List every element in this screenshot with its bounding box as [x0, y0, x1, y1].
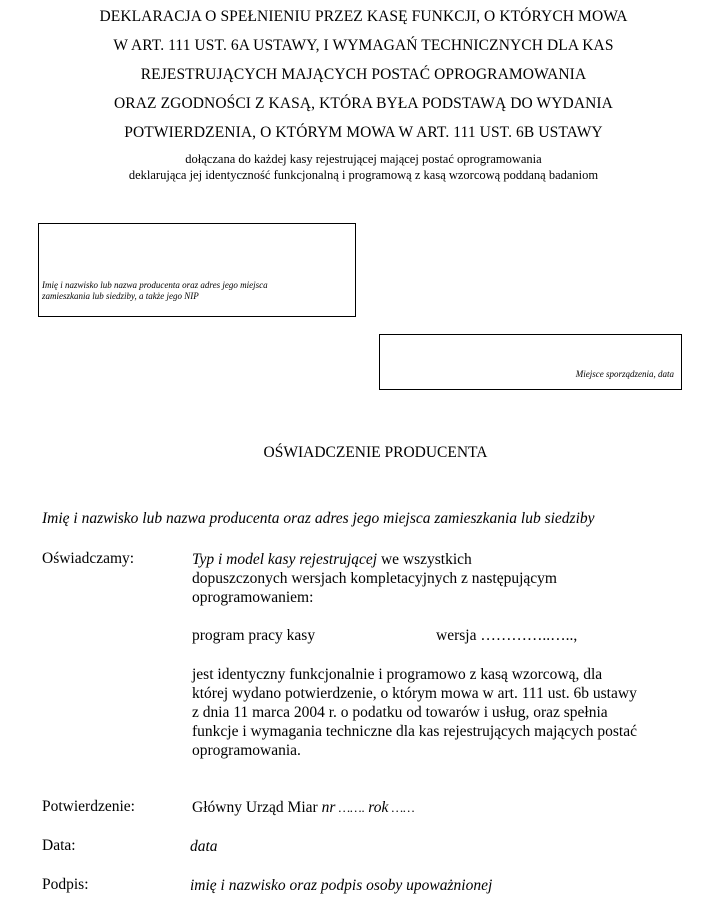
- rok-dots: ……: [388, 800, 415, 815]
- declare-body-line-2: której wydano potwierdzenie, o którym mowa w art. 111 ust. 6b ustawy: [192, 685, 637, 702]
- title-line-2: W ART. 111 UST. 6A USTAWY, I WYMAGAŃ TECHNICZNYCH DLA KAS: [113, 37, 614, 54]
- producer-box-caption: [42, 280, 268, 302]
- producer-box-caption-line-1: Imię i nazwisko lub nazwa producenta oraz adres jego miejsca: [42, 280, 268, 290]
- declare-body-line-3: z dnia 11 marca 2004 r. o podatku od towarów i usług, oraz spełnia: [192, 704, 608, 721]
- signature-label: Podpis:: [42, 876, 89, 893]
- type-model: Typ i model kasy rejestrującej: [192, 551, 378, 568]
- declare-body-line-5: oprogramowania.: [192, 742, 301, 759]
- rok-label: rok: [368, 799, 389, 816]
- office-name: Główny Urząd Miar: [192, 799, 322, 816]
- declare-line-1-rest: we wszystkich: [377, 551, 472, 568]
- version-text: wersja …………..…..,: [436, 627, 578, 644]
- nr-dots: …….: [335, 800, 369, 815]
- declare-line-2: dopuszczonych wersjach kompletacyjnych z następującym: [192, 570, 557, 587]
- declare-label: Oświadczamy:: [42, 550, 135, 567]
- producer-box: [38, 223, 356, 317]
- signature-value: imię i nazwisko oraz podpis osoby upoważnionej: [190, 877, 493, 894]
- title-line-3: REJESTRUJĄCYCH MAJĄCYCH POSTAĆ OPROGRAMOWANIA: [140, 66, 587, 83]
- place-date-box: [379, 334, 682, 390]
- title-line-5: POTWIERDZENIA, O KTÓRYM MOWA W ART. 111 UST. 6B USTAWY: [124, 124, 603, 141]
- declare-line-1: [192, 550, 472, 569]
- subtitle-line-1: dołączana do każdej kasy rejestrującej mającej postać oprogramowania: [185, 152, 542, 166]
- declare-body-line-1: jest identyczny funkcjonalnie i programowo z kasą wzorcową, dla: [192, 666, 603, 683]
- date-value: data: [190, 838, 218, 855]
- statement-heading: OŚWIADCZENIE PRODUCENTA: [263, 444, 488, 461]
- confirmation-value: [192, 798, 415, 817]
- producer-box-caption-line-2: zamieszkania lub siedziby, a także jego NIP: [42, 291, 199, 301]
- title-line-1: DEKLARACJA O SPEŁNIENIU PRZEZ KASĘ FUNKCJI, O KTÓRYCH MOWA: [99, 8, 628, 25]
- date-label: Data:: [42, 837, 76, 854]
- subtitle-line-2: deklarująca jej identyczność funkcjonalną i programową z kasą wzorcową poddaną badaniom: [128, 168, 599, 182]
- declare-body-line-4: funkcje i wymagania techniczne dla kas rejestrujących mających postać: [192, 723, 637, 740]
- declare-line-3: oprogramowaniem:: [192, 589, 314, 606]
- program-label: program pracy kasy: [192, 627, 316, 644]
- title-line-4: ORAZ ZGODNOŚCI Z KASĄ, KTÓRA BYŁA PODSTAWĄ DO WYDANIA: [114, 95, 613, 112]
- producer-name-line: Imię i nazwisko lub nazwa producenta oraz adres jego miejsca zamieszkania lub siedziby: [42, 510, 595, 527]
- confirmation-label: Potwierdzenie:: [42, 798, 135, 815]
- nr-label: nr: [321, 799, 336, 816]
- place-date-caption: Miejsce sporządzenia, data: [575, 369, 674, 379]
